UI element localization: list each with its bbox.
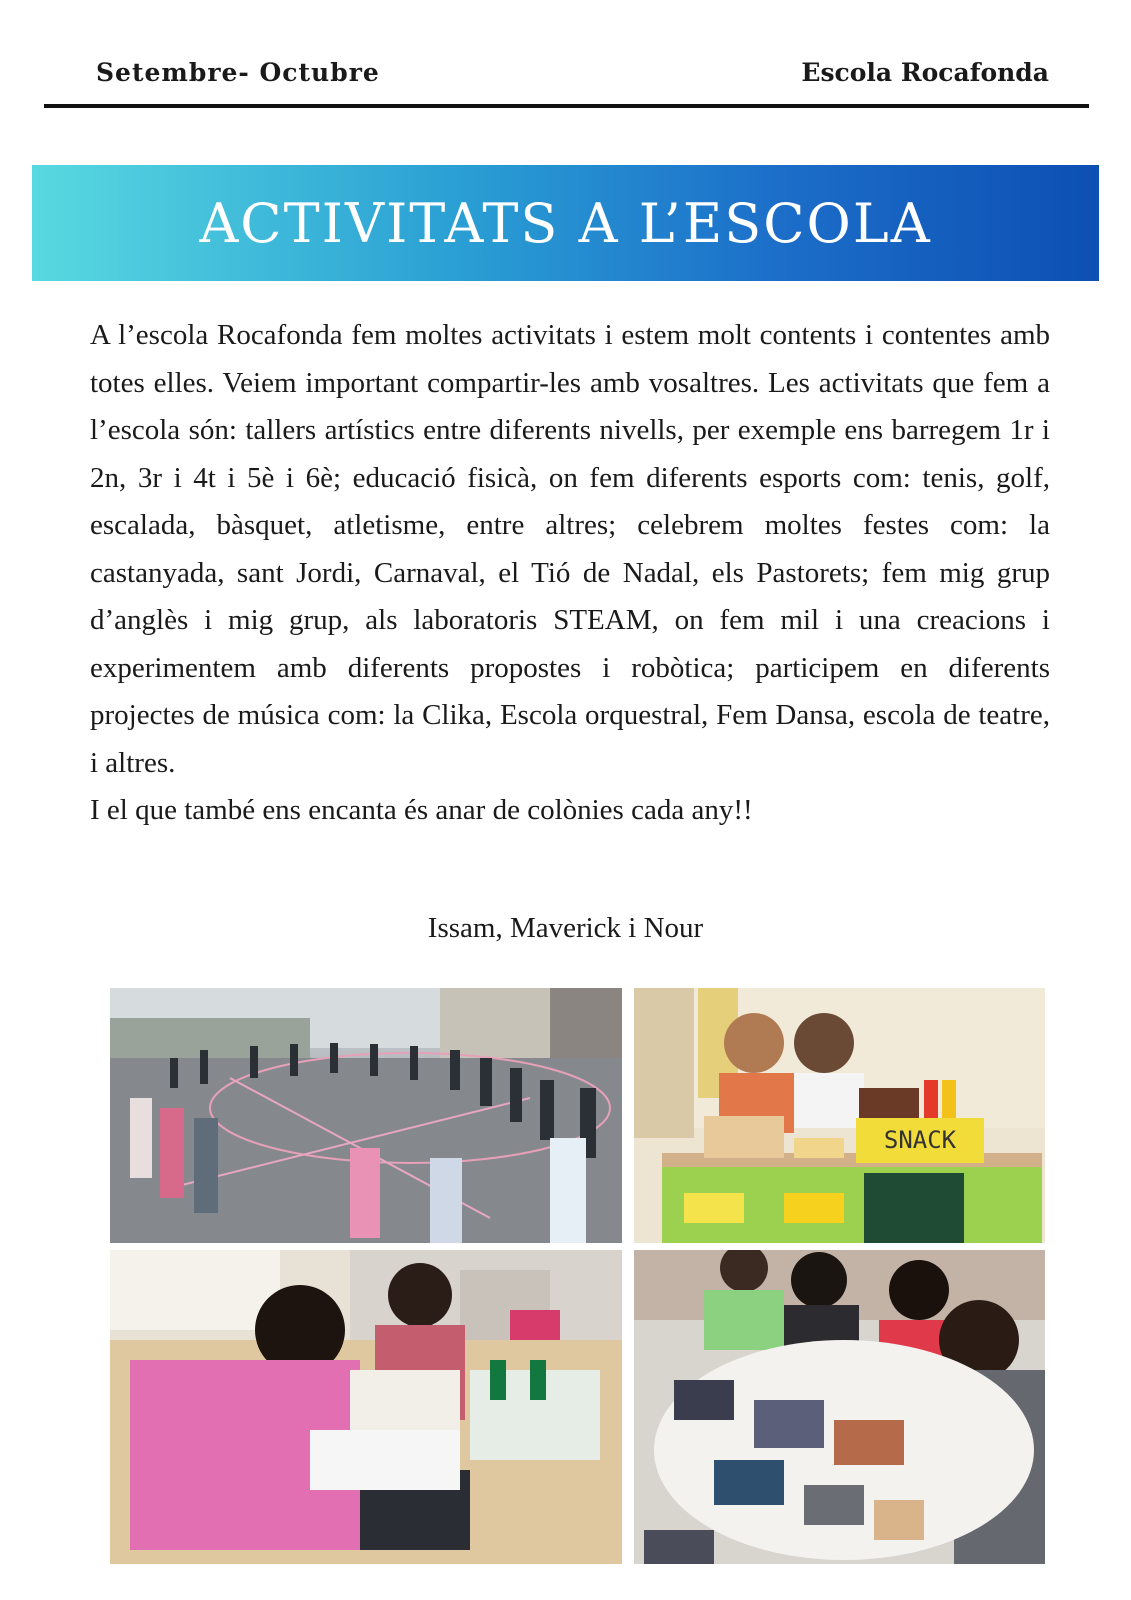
article-paragraph: A l’escola Rocafonda fem moltes activitats i estem molt contents i contentes amb totes elles. Veiem important compartir-les amb vosaltres. Les activitats que fem a l’escola són: tallers artístics entre diferents nivells, per exemple ens barregem 1r i 2n, 3r i 4t i 5è i 6è; educació fisicà, on fem diferents esports com: tenis, golf, escalada, bàsquet, atletisme, entre altres; celebrem moltes festes com: la castanyada, sant Jordi, Carnaval, el Tió de Nadal, els Pastorets; fem mig grup d’anglès i mig grup, als laboratoris STEAM, on fem mil i una creacions i experimentem amb diferents propostes i robòtica; participem en diferents projectes de música com: la Clika, Escola orquestral, Fem Dansa, escola de teatre, i altres. xyxy=(90,319,1050,779)
photo-craft-workshop xyxy=(110,1250,622,1564)
school-name: Escola Rocafonda xyxy=(801,58,1049,87)
photo-playground-circle xyxy=(110,988,622,1243)
photo-collage xyxy=(110,988,1131,1558)
title-banner xyxy=(32,165,1099,281)
issue-date: Setembre- Octubre xyxy=(96,58,380,87)
article-body xyxy=(90,312,1050,835)
snack-sign-text: SNACK xyxy=(883,1126,957,1154)
page-header xyxy=(44,56,1089,108)
photo-picture-sorting xyxy=(634,1250,1045,1564)
photo-snack-stand xyxy=(634,988,1045,1243)
article-authors: Issam, Maverick i Nour xyxy=(427,912,704,944)
article-closing: I el que també ens encanta és anar de colònies cada any!! xyxy=(90,794,753,826)
page-title: ACTIVITATS A L’ESCOLA xyxy=(199,191,932,255)
